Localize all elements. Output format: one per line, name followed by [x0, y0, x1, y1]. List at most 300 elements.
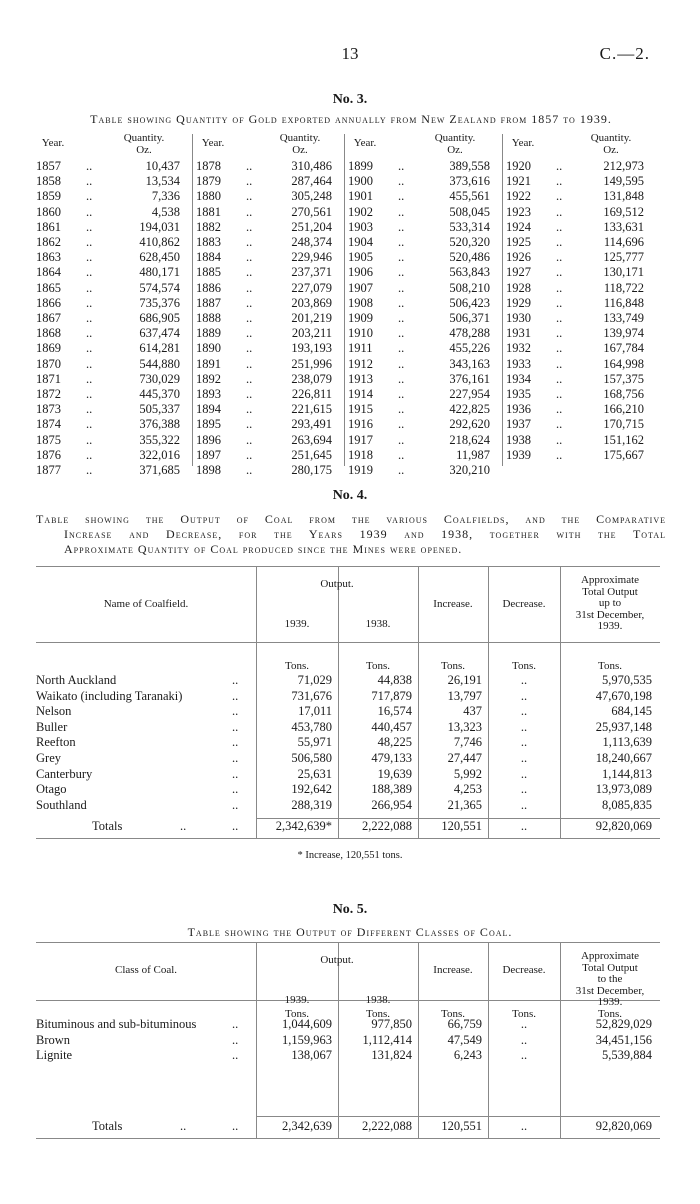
- quantity-cell: 248,374: [291, 235, 332, 249]
- table-row: [348, 462, 506, 478]
- leader-dots: ..: [556, 265, 563, 280]
- quantity-cell: 735,376: [139, 295, 180, 310]
- name-header: Class of Coal.: [114, 964, 178, 976]
- table-row: [196, 462, 348, 478]
- totals-y1939: 2,342,639*: [275, 819, 332, 833]
- cell-total: 5,539,884: [602, 1048, 652, 1063]
- row-name: Brown: [36, 1032, 71, 1047]
- total-output-header: 31st December,: [575, 984, 645, 997]
- quantity-cell: 280,175: [291, 463, 332, 477]
- table-row: [348, 204, 506, 220]
- year-cell: 1930: [506, 311, 531, 325]
- leader-dots: ..: [246, 402, 253, 417]
- year-cell: 1893: [196, 387, 221, 401]
- quantity-header: Quantity.: [123, 132, 165, 144]
- row-name: North Auckland: [36, 673, 117, 687]
- total-output-header: to the: [597, 973, 623, 985]
- quantity-cell: 445,370: [139, 387, 180, 401]
- table-row: [506, 386, 660, 402]
- table-row: [506, 310, 660, 326]
- cell-y1938: 977,850: [371, 1017, 412, 1031]
- table-row: [348, 280, 506, 296]
- table-row: [506, 356, 660, 372]
- cell-y1938: 717,879: [371, 688, 412, 703]
- leader-dots: ..: [246, 311, 253, 325]
- leader-dots: ..: [398, 219, 405, 234]
- table-row: [506, 204, 660, 220]
- quantity-cell: 505,337: [139, 402, 180, 417]
- cell-increase: 6,243: [453, 1048, 482, 1063]
- leader-dots: ..: [398, 250, 405, 265]
- year-cell: 1857: [36, 159, 61, 173]
- year-cell: 1937: [506, 417, 531, 432]
- table-row: [36, 249, 196, 265]
- year-1939-header: 1939.: [284, 618, 310, 630]
- year-cell: 1931: [506, 326, 531, 341]
- year-cell: 1912: [348, 356, 373, 371]
- cell-total: 1,113,639: [602, 735, 652, 750]
- quantity-cell: 13,534: [145, 174, 180, 189]
- table-row: [36, 158, 196, 174]
- leader-dots: ..: [246, 326, 253, 341]
- quantity-cell: 157,375: [603, 371, 644, 386]
- gold-table-group: [36, 132, 196, 477]
- year-cell: 1863: [36, 250, 61, 265]
- year-cell: 1865: [36, 280, 61, 295]
- table-row: [348, 432, 506, 448]
- cell-decrease: ..: [520, 1017, 528, 1031]
- year-cell: 1895: [196, 417, 221, 432]
- leader-dots: ..: [232, 688, 239, 703]
- cell-total: 34,451,156: [595, 1032, 652, 1047]
- table-row: [348, 340, 506, 356]
- leader-dots: ..: [556, 341, 563, 356]
- year-cell: 1917: [348, 432, 373, 447]
- cell-decrease: ..: [520, 1048, 528, 1063]
- leader-dots: ..: [556, 174, 563, 189]
- year-cell: 1929: [506, 295, 531, 310]
- table-row: [348, 371, 506, 387]
- leader-dots: ..: [398, 159, 405, 173]
- year-cell: 1932: [506, 341, 531, 356]
- year-cell: 1901: [348, 189, 373, 204]
- quantity-cell: 574,574: [139, 280, 180, 295]
- quantity-cell: 175,667: [603, 447, 644, 462]
- leader-dots: ..: [232, 1017, 239, 1031]
- quantity-cell: 270,561: [291, 204, 332, 219]
- cell-total: 18,240,667: [595, 751, 652, 765]
- unit-label: Tons.: [512, 1008, 536, 1020]
- table-row: [36, 356, 196, 372]
- leader-dots: ..: [398, 295, 405, 310]
- quantity-cell: 506,423: [449, 295, 490, 310]
- quantity-cell: 563,843: [449, 265, 490, 280]
- quantity-cell: 322,016: [139, 447, 180, 462]
- table-row: [506, 249, 660, 265]
- table-row: [196, 188, 348, 204]
- total-output-header: 31st December,: [575, 608, 645, 621]
- table-row: [36, 173, 196, 189]
- table-row: [348, 158, 506, 174]
- table-row: [196, 401, 348, 417]
- leader-dots: ..: [556, 159, 563, 173]
- leader-dots: ..: [86, 250, 93, 265]
- leader-dots: ..: [232, 1048, 239, 1063]
- year-header: Year.: [353, 137, 377, 149]
- quantity-cell: 263,694: [291, 432, 332, 447]
- leader-dots: ..: [398, 356, 405, 371]
- year-cell: 1880: [196, 189, 221, 204]
- table-row: [506, 401, 660, 417]
- table-row: [506, 188, 660, 204]
- leader-dots: ..: [86, 265, 93, 280]
- leader-dots: ..: [246, 250, 253, 265]
- unit-label: Tons.: [285, 660, 309, 672]
- year-cell: 1934: [506, 371, 531, 386]
- quantity-cell: 310,486: [291, 159, 332, 173]
- cell-y1939: 731,676: [291, 688, 332, 703]
- row-name: Buller: [36, 719, 68, 734]
- leader-dots: ..: [246, 447, 253, 462]
- leader-dots: ..: [232, 1119, 239, 1133]
- cell-y1939: 453,780: [291, 719, 332, 734]
- leader-dots: ..: [232, 766, 239, 781]
- table-row: [506, 325, 660, 341]
- cell-y1938: 479,133: [371, 751, 412, 765]
- leader-dots: ..: [398, 371, 405, 386]
- unit-label: Tons.: [366, 660, 390, 672]
- leader-dots: ..: [246, 432, 253, 447]
- year-header: Year.: [41, 137, 65, 149]
- leader-dots: ..: [232, 782, 239, 797]
- quantity-cell: 508,210: [449, 280, 490, 295]
- table-row: [506, 234, 660, 250]
- leader-dots: ..: [556, 326, 563, 341]
- cell-y1938: 266,954: [371, 797, 412, 812]
- column-divider: [192, 134, 193, 466]
- year-cell: 1864: [36, 265, 61, 280]
- cell-y1939: 1,159,963: [282, 1032, 332, 1047]
- cell-y1938: 19,639: [377, 766, 412, 781]
- cell-y1939: 1,044,609: [282, 1017, 332, 1031]
- leader-dots: ..: [86, 311, 93, 325]
- table-row: [36, 264, 196, 280]
- total-output-header: Approximate: [580, 574, 640, 586]
- footnote: * Increase, 120,551 tons.: [297, 850, 403, 861]
- quantity-cell: 226,811: [291, 387, 332, 401]
- leader-dots: ..: [556, 280, 563, 295]
- table-row: [196, 234, 348, 250]
- year-cell: 1905: [348, 250, 373, 265]
- leader-dots: ..: [246, 280, 253, 295]
- leader-dots: ..: [246, 341, 253, 356]
- leader-dots: ..: [398, 417, 405, 432]
- quantity-cell: 520,320: [449, 235, 490, 249]
- table-row: [196, 264, 348, 280]
- table-row: [196, 371, 348, 387]
- leader-dots: ..: [246, 174, 253, 189]
- table-row: [348, 447, 506, 463]
- totals-decrease: ..: [520, 1119, 528, 1133]
- table-row: [506, 173, 660, 189]
- gold-table-group: [348, 132, 506, 477]
- cell-y1939: 288,319: [291, 797, 332, 812]
- row-name: Lignite: [36, 1048, 73, 1063]
- cell-decrease: ..: [520, 751, 528, 765]
- table-row: [196, 310, 348, 326]
- decrease-header: Decrease.: [502, 964, 546, 976]
- year-cell: 1916: [348, 417, 373, 432]
- table-row: [196, 416, 348, 432]
- table3-title: Table showing Quantity of Gold exported annually from New Zealand from 1857 to 1939.: [90, 112, 612, 126]
- cell-y1938: 44,838: [377, 673, 412, 687]
- quantity-cell: 293,491: [291, 417, 332, 432]
- total-output-header: 1939.: [597, 620, 623, 632]
- unit-header: Oz.: [292, 144, 308, 156]
- quantity-cell: 193,193: [291, 341, 332, 356]
- quantity-cell: 373,616: [449, 174, 490, 189]
- year-cell: 1898: [196, 463, 221, 477]
- unit-label: Tons.: [598, 1008, 622, 1020]
- year-cell: 1906: [348, 265, 373, 280]
- table-row: [196, 325, 348, 341]
- leader-dots: ..: [398, 326, 405, 341]
- year-cell: 1922: [506, 189, 531, 204]
- table-row: [348, 173, 506, 189]
- leader-dots: ..: [86, 280, 93, 295]
- leader-dots: ..: [556, 402, 563, 417]
- cell-increase: 7,746: [453, 735, 482, 750]
- quantity-cell: 533,314: [449, 219, 490, 234]
- year-cell: 1877: [36, 463, 61, 477]
- leader-dots: ..: [556, 447, 563, 462]
- table-row: [506, 158, 660, 174]
- leader-dots: ..: [232, 704, 239, 719]
- cell-decrease: ..: [520, 735, 528, 750]
- quantity-cell: 251,645: [291, 447, 332, 462]
- quantity-cell: 376,388: [139, 417, 180, 432]
- year-cell: 1936: [506, 402, 531, 417]
- leader-dots: ..: [556, 189, 563, 204]
- leader-dots: ..: [556, 387, 563, 401]
- table-row: [36, 371, 196, 387]
- quantity-cell: 229,946: [291, 250, 332, 265]
- cell-increase: 5,992: [453, 766, 482, 781]
- quantity-cell: 478,288: [449, 326, 490, 341]
- page-number: 13: [341, 44, 359, 63]
- table-row: [36, 204, 196, 220]
- quantity-cell: 376,161: [449, 371, 490, 386]
- leader-dots: ..: [246, 265, 253, 280]
- leader-dots: ..: [246, 204, 253, 219]
- cell-increase: 437: [463, 704, 482, 719]
- row-name: Waikato (including Taranaki): [36, 688, 183, 703]
- totals-increase: 120,551: [441, 1119, 482, 1133]
- increase-header: Increase.: [433, 964, 473, 976]
- table-row: [196, 386, 348, 402]
- cell-increase: 66,759: [447, 1017, 482, 1031]
- table-row: [348, 386, 506, 402]
- year-cell: 1879: [196, 174, 221, 189]
- unit-label: Tons.: [598, 660, 622, 672]
- totals-y1938: 2,222,088: [362, 1119, 412, 1133]
- quantity-cell: 614,281: [139, 341, 180, 356]
- year-cell: 1926: [506, 250, 531, 265]
- leader-dots: ..: [86, 295, 93, 310]
- year-cell: 1866: [36, 295, 61, 310]
- quantity-cell: 203,869: [291, 295, 332, 310]
- year-cell: 1928: [506, 280, 531, 295]
- leader-dots: ..: [556, 295, 563, 310]
- quantity-header: Quantity.: [434, 132, 476, 144]
- quantity-cell: 130,171: [603, 265, 644, 280]
- quantity-cell: 320,210: [449, 463, 490, 477]
- quantity-cell: 125,777: [603, 250, 644, 265]
- table-row: [348, 401, 506, 417]
- year-cell: 1935: [506, 387, 531, 401]
- table-row: [36, 401, 196, 417]
- cell-decrease: ..: [520, 719, 528, 734]
- leader-dots: ..: [246, 356, 253, 371]
- cell-y1939: 506,580: [291, 751, 332, 765]
- totals-label: Totals: [92, 819, 123, 833]
- unit-label: Tons.: [512, 660, 536, 672]
- table-row: [36, 234, 196, 250]
- cell-decrease: ..: [520, 782, 528, 797]
- year-1939-header: 1939.: [284, 994, 310, 1006]
- quantity-cell: 218,624: [449, 432, 490, 447]
- year-cell: 1889: [196, 326, 221, 341]
- unit-label: Tons.: [366, 1008, 390, 1020]
- quantity-cell: 221,615: [291, 402, 332, 417]
- table-row: [348, 310, 506, 326]
- cell-total: 5,970,535: [602, 673, 652, 687]
- leader-dots: ..: [556, 417, 563, 432]
- totals-y1939: 2,342,639: [282, 1119, 332, 1133]
- leader-dots: ..: [246, 295, 253, 310]
- leader-dots: ..: [86, 387, 93, 401]
- table4-title-line-1: Table showing the Output of Coal from the various Coalfields, and the Comparative: [36, 512, 666, 526]
- gold-table-group: [196, 132, 348, 477]
- quantity-cell: 686,905: [139, 311, 180, 325]
- table-row: [196, 340, 348, 356]
- leader-dots: ..: [86, 402, 93, 417]
- table-row: [506, 447, 660, 463]
- table-row: [506, 280, 660, 296]
- quantity-cell: 292,620: [449, 417, 490, 432]
- year-cell: 1933: [506, 356, 531, 371]
- table-row: [348, 264, 506, 280]
- quantity-cell: 637,474: [139, 326, 180, 341]
- year-header: Year.: [511, 137, 535, 149]
- year-cell: 1861: [36, 219, 61, 234]
- quantity-cell: 133,631: [603, 219, 644, 234]
- cell-total: 52,829,029: [595, 1017, 652, 1031]
- quantity-cell: 287,464: [291, 174, 332, 189]
- leader-dots: ..: [180, 1119, 187, 1133]
- year-cell: 1897: [196, 447, 221, 462]
- year-cell: 1878: [196, 159, 221, 173]
- table-row: [348, 249, 506, 265]
- cell-decrease: ..: [520, 1032, 528, 1047]
- year-cell: 1918: [348, 447, 373, 462]
- quantity-cell: 730,029: [139, 371, 180, 386]
- table-row: [348, 356, 506, 372]
- document-reference: C.—2.: [599, 44, 650, 63]
- cell-total: 47,670,198: [595, 688, 652, 703]
- table-row: [348, 325, 506, 341]
- table-row: [348, 234, 506, 250]
- cell-total: 684,145: [611, 704, 652, 719]
- leader-dots: ..: [398, 447, 405, 462]
- table5-title: Table showing the Output of Different Classes of Coal.: [187, 925, 513, 939]
- quantity-cell: 168,756: [603, 387, 644, 401]
- leader-dots: ..: [398, 204, 405, 219]
- table-row: [506, 371, 660, 387]
- unit-label: Tons.: [285, 1008, 309, 1020]
- year-cell: 1859: [36, 189, 61, 204]
- quantity-cell: 10,437: [145, 159, 180, 173]
- year-cell: 1903: [348, 219, 373, 234]
- year-cell: 1923: [506, 204, 531, 219]
- year-cell: 1907: [348, 280, 373, 295]
- row-name: Grey: [36, 751, 61, 765]
- leader-dots: ..: [398, 280, 405, 295]
- quantity-cell: 305,248: [291, 189, 332, 204]
- quantity-cell: 227,954: [449, 387, 490, 401]
- year-cell: 1925: [506, 235, 531, 249]
- row-name: Otago: [36, 782, 67, 797]
- table-row: [196, 249, 348, 265]
- leader-dots: ..: [232, 797, 239, 812]
- name-header: Name of Coalfield.: [103, 598, 189, 610]
- leader-dots: ..: [398, 235, 405, 249]
- leader-dots: ..: [246, 417, 253, 432]
- table-row: [36, 386, 196, 402]
- cell-y1939: 55,971: [297, 735, 332, 750]
- total-output-header: Approximate: [580, 950, 640, 962]
- quantity-header: Quantity.: [590, 132, 632, 144]
- total-output-header: Total Output: [582, 585, 638, 598]
- cell-increase: 21,365: [447, 797, 482, 812]
- leader-dots: ..: [180, 819, 187, 833]
- cell-y1938: 48,225: [377, 735, 412, 750]
- leader-dots: ..: [246, 159, 253, 173]
- quantity-cell: 251,204: [291, 219, 332, 234]
- cell-total: 8,085,835: [602, 797, 652, 812]
- leader-dots: ..: [556, 235, 563, 249]
- year-cell: 1920: [506, 159, 531, 173]
- leader-dots: ..: [86, 189, 93, 204]
- totals-total: 92,820,069: [595, 819, 652, 833]
- totals-increase: 120,551: [441, 819, 482, 833]
- cell-y1938: 188,389: [371, 782, 412, 797]
- table-row: [36, 295, 196, 311]
- totals-label: Totals: [92, 1119, 123, 1133]
- leader-dots: ..: [246, 463, 253, 477]
- totals-total: 92,820,069: [595, 1119, 652, 1133]
- quantity-cell: 389,558: [449, 159, 490, 173]
- quantity-cell: 133,749: [603, 311, 644, 325]
- year-cell: 1904: [348, 235, 373, 249]
- cell-increase: 4,253: [453, 782, 482, 797]
- quantity-cell: 4,538: [151, 204, 180, 219]
- year-cell: 1860: [36, 204, 61, 219]
- leader-dots: ..: [398, 189, 405, 204]
- gold-table-group: [506, 132, 660, 466]
- table-row: [36, 432, 196, 448]
- year-1938-header: 1938.: [365, 618, 391, 630]
